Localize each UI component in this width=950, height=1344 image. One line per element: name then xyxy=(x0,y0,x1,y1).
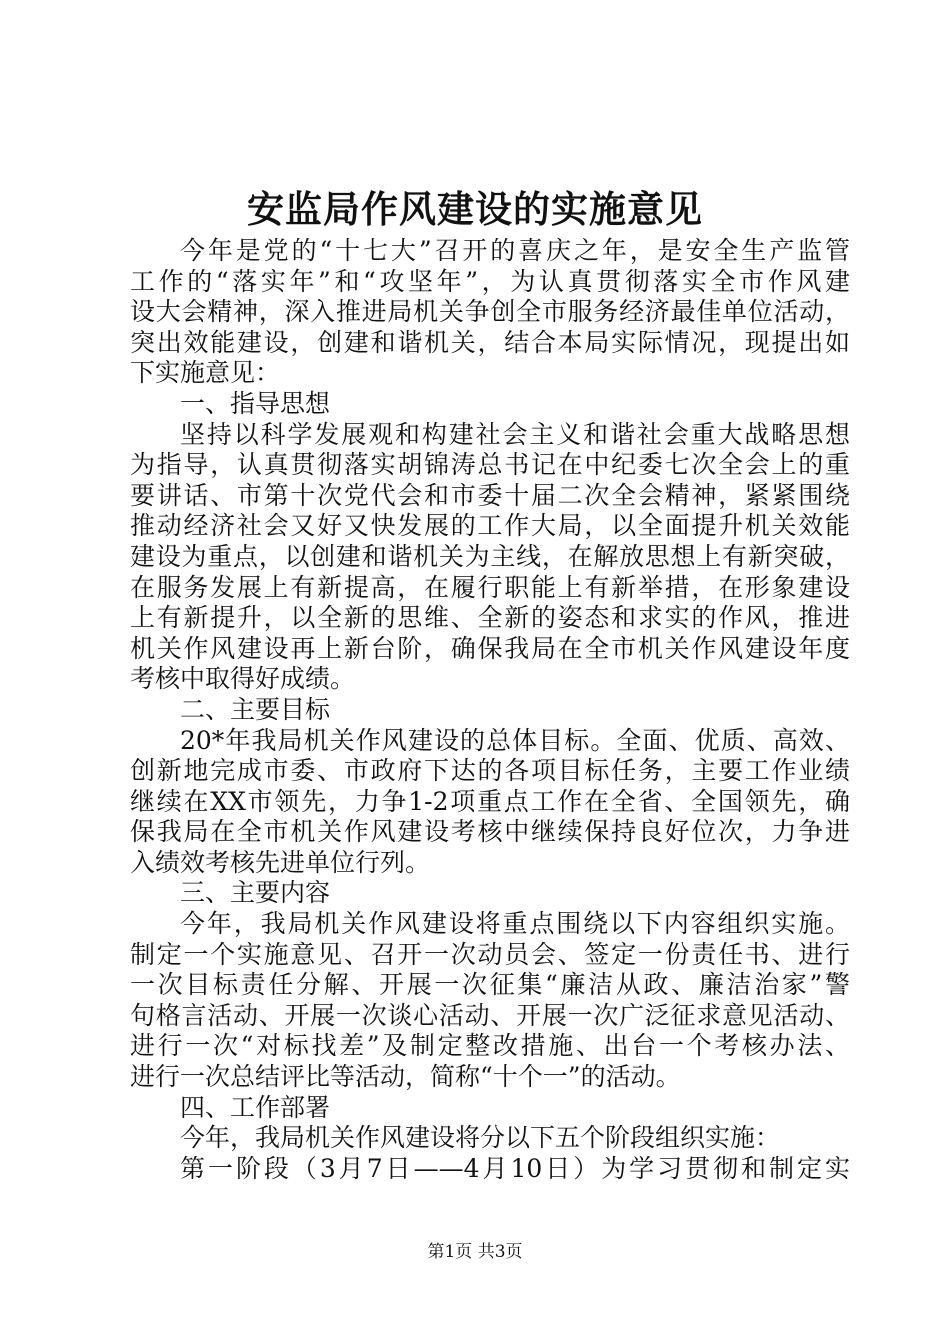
text-line: 20*年我局机关作风建设的总体目标。全面、优质、高效、 xyxy=(180,725,850,755)
text-line: 下实施意见： xyxy=(130,358,281,388)
text-line: 在服务发展上有新提高，在履行职能上有新举措，在形象建设 xyxy=(130,572,850,602)
page-footer: 第1页 共3页 xyxy=(427,1242,523,1262)
text-line: 建设为重点，以创建和谐机关为主线，在解放思想上有新突破， xyxy=(130,541,850,571)
text-line: 进行一次“对标找差”及制定整改措施、出台一个考核办法、 xyxy=(130,1031,850,1061)
text-line: 推动经济社会又好又快发展的工作大局，以全面提升机关效能 xyxy=(130,511,850,541)
text-line: 二、主要目标 xyxy=(180,694,331,724)
text-line: 继续在XX市领先，力争1-2项重点工作在全省、全国领先，确 xyxy=(130,786,850,816)
document-body xyxy=(130,236,850,1184)
text-line: 进行一次总结评比等活动，简称“十个一”的活动。 xyxy=(130,1062,681,1092)
text-line: 制定一个实施意见、召开一次动员会、签定一份责任书、进行 xyxy=(130,939,850,969)
text-line: 第一阶段（3月7日——4月10日）为学习贯彻和制定实 xyxy=(180,1153,850,1183)
text-line: 考核中取得好成绩。 xyxy=(130,664,356,694)
text-line: 四、工作部署 xyxy=(180,1092,331,1122)
text-line: 入绩效考核先进单位行列。 xyxy=(130,847,431,877)
text-line: 一、指导思想 xyxy=(180,388,331,418)
text-line: 坚持以科学发展观和构建社会主义和谐社会重大战略思想 xyxy=(180,419,850,449)
text-line: 设大会精神，深入推进局机关争创全市服务经济最佳单位活动， xyxy=(130,297,850,327)
text-line: 一次目标责任分解、开展一次征集“廉洁从政、廉洁治家”警 xyxy=(130,970,850,1000)
text-line: 机关作风建设再上新台阶，确保我局在全市机关作风建设年度 xyxy=(130,633,850,663)
text-line: 为指导，认真贯彻落实胡锦涛总书记在中纪委七次全会上的重 xyxy=(130,450,850,480)
text-line: 句格言活动、开展一次谈心活动、开展一次广泛征求意见活动、 xyxy=(130,1000,850,1030)
text-line: 创新地完成市委、市政府下达的各项目标任务，主要工作业绩 xyxy=(130,756,850,786)
text-line: 要讲话、市第十次党代会和市委十届二次全会精神，紧紧围绕 xyxy=(130,480,850,510)
text-line: 保我局在全市机关作风建设考核中继续保持良好位次，力争进 xyxy=(130,817,850,847)
document-title: 安监局作风建设的实施意见 xyxy=(247,187,703,231)
text-line: 今年是党的“十七大”召开的喜庆之年，是安全生产监管 xyxy=(180,236,850,265)
text-line: 今年，我局机关作风建设将重点围绕以下内容组织实施。 xyxy=(180,909,850,939)
text-line: 今年，我局机关作风建设将分以下五个阶段组织实施： xyxy=(180,1123,781,1153)
text-line: 上有新提升，以全新的思维、全新的姿态和求实的作风，推进 xyxy=(130,603,850,633)
text-line: 突出效能建设，创建和谐机关，结合本局实际情况，现提出如 xyxy=(130,327,850,357)
text-line: 工作的“落实年”和“攻坚年”，为认真贯彻落实全市作风建 xyxy=(130,266,850,296)
text-line: 三、主要内容 xyxy=(180,878,331,908)
